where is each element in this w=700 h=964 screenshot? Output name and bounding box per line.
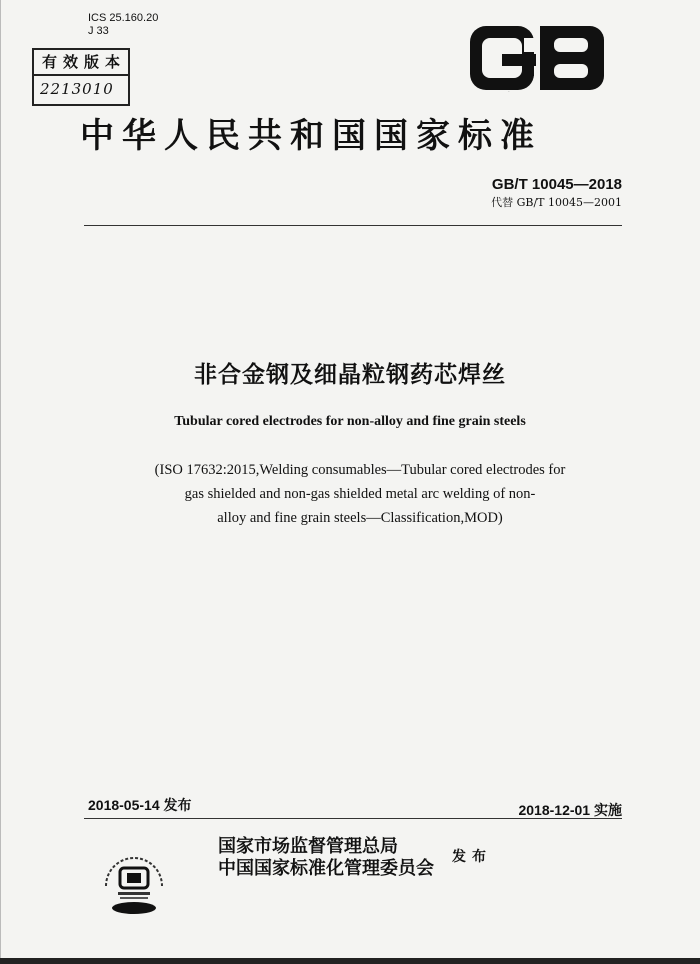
iso-reference-line: (ISO 17632:2015,Welding consumables—Tubular cored electrodes for (154, 462, 566, 478)
standard-number: GB/T 10045—2018 (491, 176, 622, 193)
ics-code: ICS 25.160.20 (88, 12, 159, 24)
gb-logo-text: GB (508, 92, 510, 93)
issuer-sac: 中国国家标准化管理委员会 (218, 858, 434, 879)
replaces-standard: 代替 GB/T 10045—2001 (491, 196, 622, 209)
stamp-handwriting: 2213010 (40, 80, 114, 98)
anti-counterfeit-seal-icon (100, 846, 168, 918)
classification-codes (88, 12, 158, 38)
header-rule (84, 225, 622, 226)
stamp-label: 有效版本 (34, 50, 128, 76)
footer-rule (84, 818, 622, 819)
issue-verb: 发布 (452, 849, 492, 865)
issuer-samr: 国家市场监督管理总局 (218, 836, 398, 857)
standard-category-title: 中华人民共和国国家标准 (80, 116, 542, 156)
issuing-authorities (218, 836, 434, 880)
implementation-date: 2018-12-01 实施 (518, 802, 622, 818)
scan-bottom-edge (0, 958, 700, 964)
gb-logo (468, 24, 606, 94)
issue-date: 2018-05-14 发布 (88, 797, 192, 813)
document-title-english: Tubular cored electrodes for non-alloy and fine grain steels (174, 414, 526, 429)
ccs-code: J 33 (88, 25, 109, 37)
iso-reference-line: gas shielded and non-gas shielded metal arc welding of non- (184, 486, 536, 502)
valid-version-stamp (32, 48, 130, 106)
iso-reference (100, 458, 620, 530)
document-title-chinese: 非合金钢及细晶粒钢药芯焊丝 (194, 362, 506, 388)
iso-reference-line: alloy and fine grain steels—Classification,MOD) (217, 510, 503, 526)
scan-left-edge (0, 0, 1, 964)
